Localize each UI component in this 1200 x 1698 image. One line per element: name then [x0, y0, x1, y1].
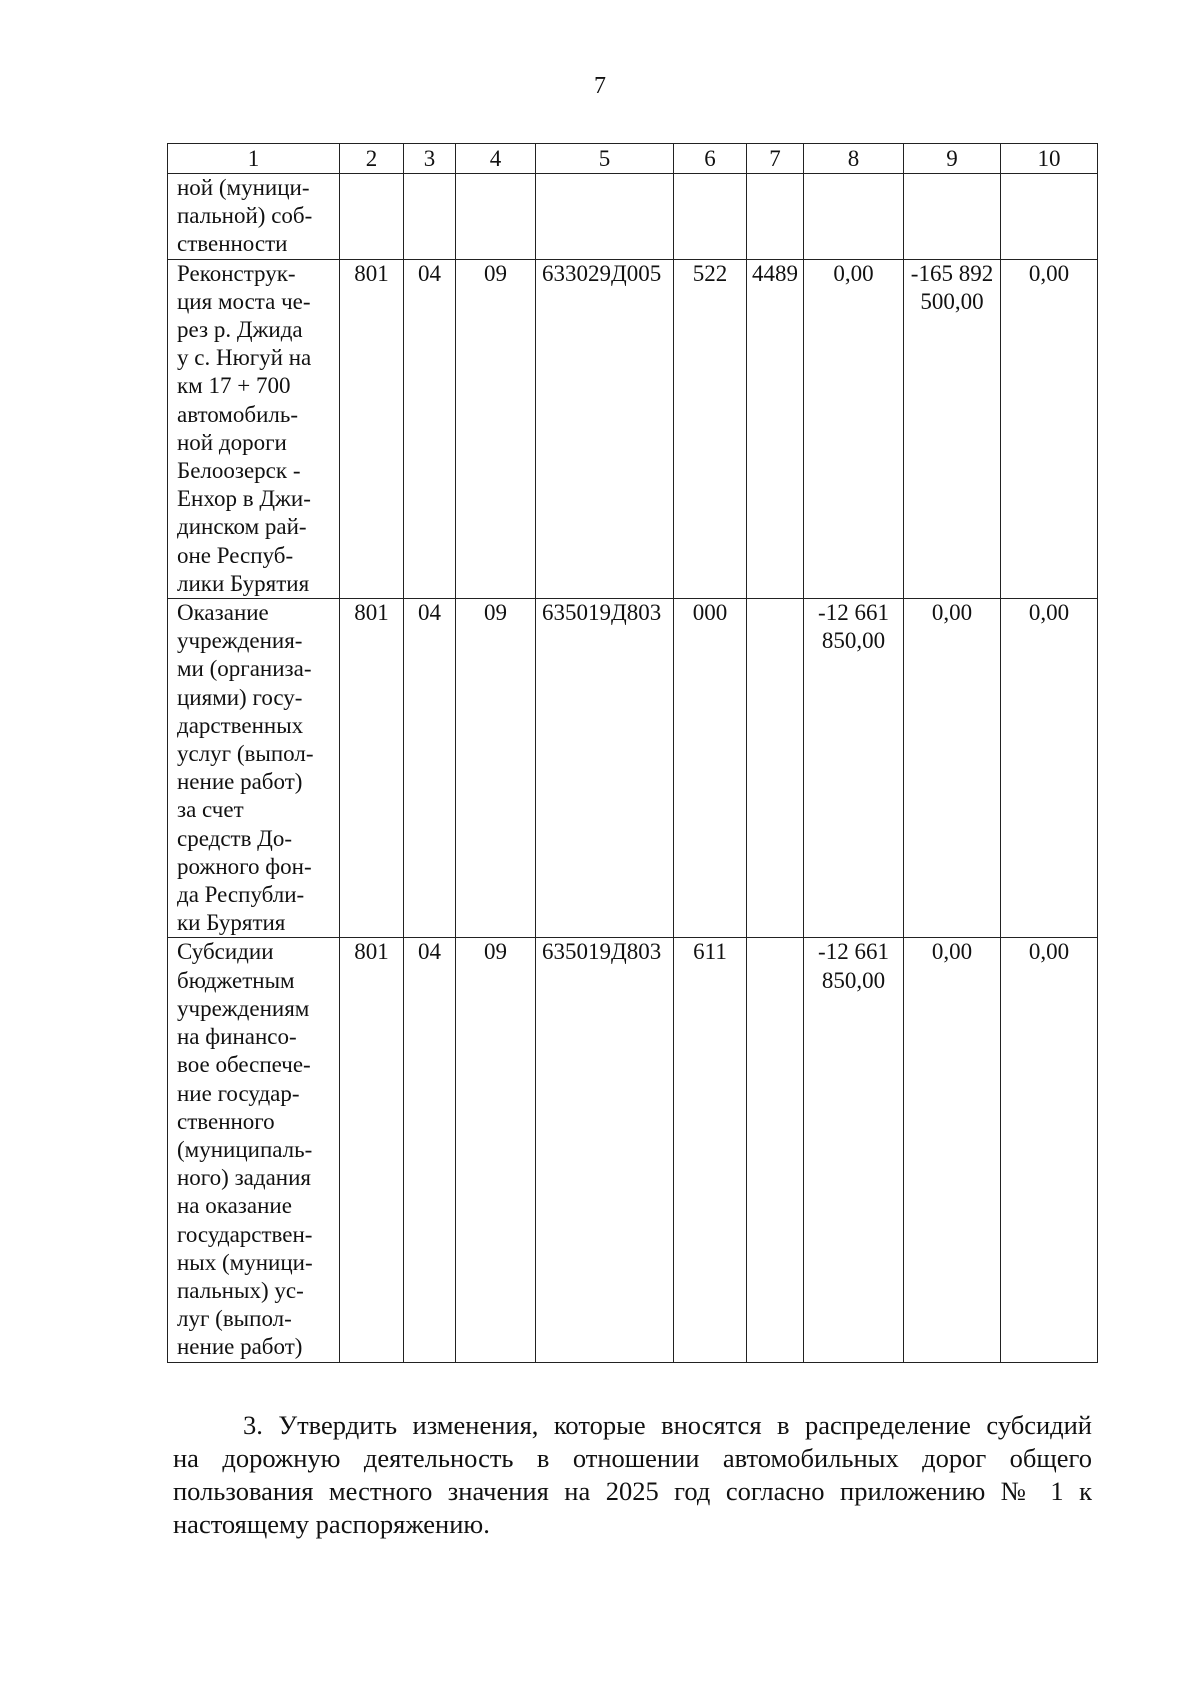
row-name-cell [168, 938, 340, 1362]
name-line: Енхор в Джи- [177, 486, 311, 512]
amount-line: 500,00 [920, 288, 984, 314]
empty-cell [456, 174, 536, 260]
budget-table [167, 143, 1098, 1363]
empty-cell [404, 174, 456, 260]
amount-line: -12 661 [818, 939, 889, 965]
amount-cell [804, 599, 904, 938]
amount-line: 0,00 [931, 939, 973, 965]
name-line: учреждениям [177, 995, 310, 1021]
subsection-code-cell: 09 [456, 259, 536, 598]
empty-cell [536, 174, 674, 260]
target-article-cell: 635019Д803 [536, 938, 674, 1362]
name-line: динском рай- [177, 514, 307, 540]
table-row-continuation [168, 174, 1098, 260]
section-code-cell: 04 [404, 599, 456, 938]
column-header: 6 [674, 144, 747, 174]
name-line: учреждения- [177, 628, 303, 654]
paragraph-line: 3. Утвердить изменения, которые вносятся в распределение субсидий [243, 1410, 1092, 1440]
amount-line: 0,00 [833, 260, 874, 286]
name-line: на финансо- [177, 1024, 297, 1050]
column-header: 10 [1001, 144, 1098, 174]
empty-cell [340, 174, 404, 260]
amount-line: 850,00 [821, 967, 886, 993]
empty-cell [747, 174, 804, 260]
row-name-cell [168, 174, 340, 260]
page-number: 7 [594, 73, 606, 99]
amount-line: 0,00 [931, 600, 973, 626]
table-row [168, 938, 1098, 1362]
column-header: 9 [904, 144, 1001, 174]
target-article-cell: 635019Д803 [536, 599, 674, 938]
code-cell [747, 599, 804, 938]
name-line: у с. Нюгуй на [177, 345, 312, 371]
name-line: ных (муници- [177, 1249, 313, 1275]
amount-cell [804, 938, 904, 1362]
row-name-cell [168, 599, 340, 938]
name-line: ной (муници- [177, 175, 310, 200]
decision-paragraph [173, 1409, 1092, 1541]
amount-line: -12 661 [818, 600, 889, 626]
name-line: ственности [177, 231, 288, 257]
name-line: лики Бурятия [177, 570, 310, 596]
name-line: средств До- [177, 825, 293, 851]
table-row [168, 259, 1098, 598]
ministry-code-cell: 801 [340, 259, 404, 598]
expense-type-cell: 522 [674, 259, 747, 598]
name-line: Субсидии [177, 939, 274, 965]
name-line: ция моста че- [177, 288, 311, 314]
target-article-cell: 633029Д005 [536, 259, 674, 598]
name-line: луг (выпол- [177, 1306, 292, 1332]
paragraph-line: настоящему распоряжению. [173, 1509, 490, 1539]
amount-cell [1001, 599, 1098, 938]
name-line: циями) госу- [177, 684, 303, 710]
column-header: 4 [456, 144, 536, 174]
ministry-code-cell: 801 [340, 938, 404, 1362]
name-line: на оказание [177, 1193, 292, 1219]
name-line: рез р. Джида [177, 317, 303, 343]
paragraph-line: пользования местного значения на 2025 год согласно приложению № 1 к [173, 1476, 1092, 1506]
empty-cell [804, 174, 904, 260]
name-line: (муниципаль- [177, 1136, 313, 1162]
name-line: рожного фон- [177, 853, 312, 879]
empty-cell [904, 174, 1001, 260]
empty-cell [674, 174, 747, 260]
name-line: Реконструк- [177, 260, 296, 286]
amount-line: 0,00 [1028, 260, 1070, 286]
subsection-code-cell: 09 [456, 938, 536, 1362]
amount-cell [1001, 938, 1098, 1362]
amount-line: 850,00 [821, 628, 886, 654]
section-code-cell: 04 [404, 259, 456, 598]
name-line: вое обеспече- [177, 1052, 311, 1078]
table-row [168, 599, 1098, 938]
name-line: Оказание [177, 600, 269, 626]
name-line: нение работ) [177, 769, 303, 795]
empty-cell [1001, 174, 1098, 260]
column-header: 7 [747, 144, 804, 174]
name-line: услуг (выпол- [177, 741, 314, 767]
amount-cell [904, 599, 1001, 938]
ministry-code-cell: 801 [340, 599, 404, 938]
name-line: пальной) соб- [177, 203, 313, 229]
name-line: ного) задания [177, 1165, 311, 1191]
code-cell [747, 938, 804, 1362]
code-cell: 4489 [747, 259, 804, 598]
amount-cell [1001, 259, 1098, 598]
expense-type-cell: 000 [674, 599, 747, 938]
amount-cell [904, 259, 1001, 598]
name-line: бюджетным [177, 967, 295, 993]
column-header: 3 [404, 144, 456, 174]
amount-cell [804, 259, 904, 598]
expense-type-cell: 611 [674, 938, 747, 1362]
subsection-code-cell: 09 [456, 599, 536, 938]
row-name-cell [168, 259, 340, 598]
name-line: ки Бурятия [177, 910, 286, 936]
name-line: оне Респуб- [177, 542, 294, 568]
name-line: ние государ- [177, 1080, 300, 1106]
column-header: 1 [168, 144, 340, 174]
name-line: нение работ) [177, 1334, 303, 1360]
paragraph-line: на дорожную деятельность в отношении автомобильных дорог общего [173, 1443, 1092, 1473]
amount-line: 0,00 [1028, 939, 1070, 965]
name-line: ной дороги [177, 429, 287, 455]
amount-line: -165 892 [910, 260, 994, 286]
name-line: пальных) ус- [177, 1277, 304, 1303]
amount-cell [904, 938, 1001, 1362]
column-header: 2 [340, 144, 404, 174]
name-line: ми (организа- [177, 656, 312, 682]
name-line: км 17 + 700 [177, 373, 291, 399]
table-header-row [168, 144, 1098, 174]
name-line: за счет [177, 797, 244, 823]
amount-line: 0,00 [1028, 600, 1070, 626]
name-line: автомобиль- [177, 401, 298, 427]
column-header: 5 [536, 144, 674, 174]
column-header: 8 [804, 144, 904, 174]
name-line: ственного [177, 1108, 275, 1134]
name-line: дарственных [177, 712, 304, 738]
name-line: Белоозерск - [177, 458, 301, 484]
name-line: государствен- [177, 1221, 313, 1247]
section-code-cell: 04 [404, 938, 456, 1362]
name-line: да Республи- [177, 882, 305, 908]
